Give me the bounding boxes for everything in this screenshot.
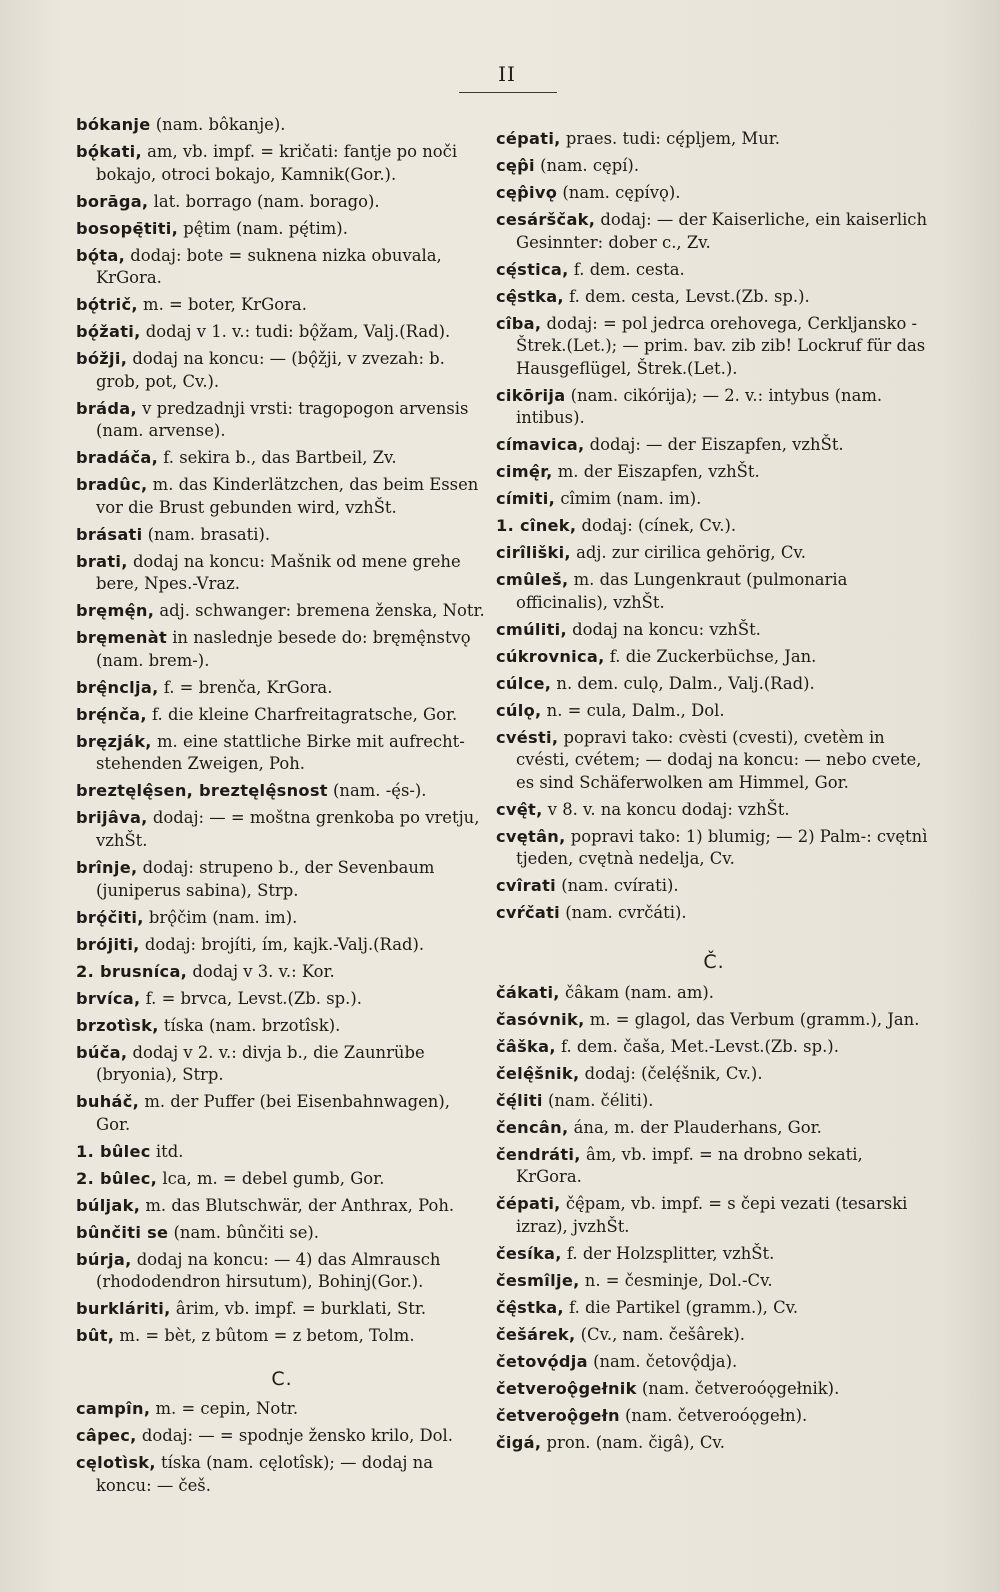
entry-headword: čencân, [496,1117,569,1137]
dictionary-entry [76,677,488,700]
entry-definition: čâkam (nam. am). [559,982,714,1002]
dictionary-entry [76,398,488,443]
entry-definition: dodaj na koncu: — (bǫ̂žji, v zvezah: b. grob, pot, Cv.). [96,349,445,391]
dictionary-entry [76,1195,488,1218]
dictionary-entry [76,245,488,290]
dictionary-entry [496,727,932,795]
entry-headword: câpec, [76,1426,137,1446]
entry-definition: m. der Eiszapfen, vzhŠt. [552,462,760,482]
entry-definition: f. sekira b., das Bartbeil, Zv. [158,448,397,468]
entry-definition: f. die Partikel (gramm.), Cv. [563,1297,799,1317]
entry-headword: búljak, [76,1195,141,1215]
entry-headword: bręzják, [76,731,152,751]
dictionary-entry [76,961,488,984]
left-entries [76,114,488,1348]
dictionary-entry [496,155,932,178]
left-column [76,114,488,1502]
entry-headword: campîn, [76,1399,151,1419]
entry-headword: brijâva, [76,808,148,828]
dictionary-entry [496,209,932,254]
entry-definition: tíska (nam. brzotîsk). [158,1015,341,1035]
entry-headword: brásati [76,524,143,544]
entry-definition: (nam. četveroóǫgełn). [619,1405,808,1425]
dictionary-entry [76,907,488,930]
entry-definition: tíska (nam. cęlotîsk); — dodaj na koncu: — češ. [96,1453,433,1495]
entry-definition: m. der Puffer (bei Eisenbahnwagen), Gor. [96,1092,450,1134]
entry-headword: cvîrati [496,876,556,896]
entry-headword: bradáča, [76,448,159,468]
entry-definition: f. = brvca, Levst.(Zb. sp.). [140,988,362,1008]
entry-definition: popravi tako: cvèsti (cvesti), cvetèm in cvésti, cvétem; — dodaj na koncu: — nebo cvete, es sind Schäferwolken am Himmel, Gor. [516,727,922,792]
section-heading-c-caron: Č. [703,951,725,973]
entry-headword: četveroǫ̂gełnik [496,1378,637,1398]
entry-definition: f. dem. cesta. [568,259,685,279]
entry-definition: dodaj na koncu: vzhŠt. [566,619,761,639]
entry-headword: búrja, [76,1249,132,1269]
dictionary-entry [76,1141,488,1164]
entry-headword: bǫ́kati, [76,141,142,161]
entry-headword: brójiti, [76,934,140,954]
entry-headword: cęp̂ivǫ [496,182,558,202]
entry-definition: n. = cula, Dalm., Dol. [541,700,725,720]
entry-headword: brati, [76,551,128,571]
dictionary-entry [76,447,488,470]
entry-headword: čigá, [496,1432,542,1452]
dictionary-entry [496,1270,932,1293]
dictionary-entry [496,313,932,381]
dictionary-entry [496,1432,932,1455]
entry-headword: čę̂stka, [496,1297,564,1317]
entry-headword: česmîlje, [496,1270,580,1290]
dictionary-entry [76,551,488,596]
dictionary-entry [496,1351,932,1374]
entry-headword: bǫ́trič, [76,295,138,315]
section-heading-c: C. [271,1367,293,1390]
dictionary-entry [76,857,488,902]
entry-headword: čę́liti [496,1090,543,1110]
entry-definition: dodaj: — der Eiszapfen, vzhŠt. [584,435,844,455]
left-entries-after [76,1398,488,1497]
entry-definition: ána, m. der Plauderhans, Gor. [568,1117,822,1137]
entry-headword: cirîliški, [496,543,571,563]
dictionary-entry [496,646,932,669]
entry-headword: cîba, [496,313,542,333]
dictionary-entry [496,1324,932,1347]
entry-definition: (nam. cvrčáti). [560,903,687,923]
entry-definition: v predzadnji vrsti: tragopogon arvensis (nam. arvense). [96,398,469,441]
dictionary-entry [496,1036,932,1059]
dictionary-entry [496,1090,932,1113]
dictionary-entry [76,141,488,186]
entry-definition: am, vb. impf. = kričati: fantje po noči bokajo, otroci bokajo, Kamnik(Gor.). [96,141,458,184]
entry-definition: f. die kleine Charfreitagratsche, Gor. [146,704,458,724]
entry-headword: cvŕčati [496,903,561,923]
entry-headword: cikōrija [496,385,566,405]
entry-headword: cimę̂r, [496,462,553,482]
entry-headword: cúlce, [496,673,552,693]
entry-headword: brvíca, [76,988,141,1008]
dictionary-entry [496,619,932,642]
entry-headword: cęp̂i [496,155,535,175]
entry-headword: bręmę̂n, [76,601,155,621]
entry-headword: češárek, [496,1324,576,1344]
entry-headword: bręmenàt [76,628,167,648]
entry-headword: bókanje [76,115,151,134]
dictionary-entry [496,488,932,511]
entry-headword: brînje, [76,858,138,878]
dictionary-entry [496,1063,932,1086]
entry-definition: dodaj: — der Kaiserliche, ein kaiserlich Gesinnter: dober c., Zv. [516,209,928,252]
entry-headword: čelę̂šnik, [496,1063,580,1083]
entry-headword: brzotìsk, [76,1015,159,1035]
entry-headword: borāga, [76,191,149,211]
dictionary-entry [496,1193,932,1238]
entry-definition: (nam. bôkanje). [150,115,286,134]
entry-definition: âm, vb. impf. = na drobno sekati, KrGora. [516,1144,863,1187]
entry-headword: breztęlę̂sen, breztęlę̂snost [76,781,328,801]
entry-definition: dodaj: brojíti, ím, kajk.-Valj.(Rad). [139,934,425,954]
entry-definition: dodaj na koncu: — 4) das Almrausch (rhododendron hirsutum), Bohinj(Gor.). [96,1249,441,1292]
dictionary-entry [76,348,488,393]
entry-definition: n. dem. culǫ, Dalm., Valj.(Rad). [551,673,815,693]
dictionary-entry [496,182,932,205]
entry-headword: bǫ́žati, [76,322,141,342]
dictionary-entry [496,259,932,282]
entry-definition: m. = boter, KrGora. [137,295,307,315]
entry-definition: cîmim (nam. im). [555,489,702,509]
dictionary-entry [496,385,932,430]
entry-definition: m. das Lungenkraut (pulmonaria officinalis), vzhŠt. [516,570,848,612]
dictionary-entry [496,569,932,614]
entry-definition: (nam. četveroóǫgełnik). [636,1378,840,1398]
dictionary-entry [76,704,488,727]
dictionary-entry [496,700,932,723]
entry-definition: (nam. bûnčiti se). [168,1222,320,1242]
entry-definition: lat. borrago (nam. borago). [148,191,380,211]
entry-definition: n. = česminje, Dol.-Cv. [579,1270,773,1290]
dictionary-entry [76,807,488,852]
entry-definition: dodaj: (cínek, Cv.). [576,516,737,536]
entry-headword: búča, [76,1042,128,1062]
dictionary-entry [496,1297,932,1320]
entry-definition: dodaj: = pol jedrca orehovega, Cerkljansko - Štrek.(Let.); — prim. bav. zib zib! Lockruf für das Hausgeflügel, Štrek.(Let.). [516,313,926,378]
entry-definition: m. = cepin, Notr. [150,1399,299,1419]
entry-definition: (Cv., nam. češârek). [575,1324,745,1344]
dictionary-entry [76,1222,488,1245]
entry-headword: bosopę̄titi, [76,218,179,238]
dictionary-entry [496,982,932,1005]
dictionary-entry [76,114,488,137]
entry-definition: adj. schwanger: bremena ženska, Notr. [154,601,485,621]
dictionary-entry [76,1425,488,1448]
dictionary-entry [496,461,932,484]
entry-definition: f. dem. cesta, Levst.(Zb. sp.). [563,286,810,306]
entry-headword: 2. brusníca, [76,961,188,981]
entry-definition: dodaj: — = spodnje žensko krilo, Dol. [136,1426,453,1446]
dictionary-entry [76,1298,488,1321]
entry-headword: bráda, [76,398,137,418]
entry-headword: cvę̂t, [496,799,543,819]
entry-definition: dodaj v 1. v.: tudi: bǫ̂žam, Valj.(Rad). [140,322,451,342]
entry-headword: bǫ́ta, [76,245,126,265]
dictionary-entry [76,1042,488,1087]
dictionary-entry [76,731,488,776]
dictionary-entry [76,321,488,344]
page-number: II [498,62,516,86]
dictionary-entry [496,826,932,871]
dictionary-entry [76,218,488,241]
dictionary-entry [496,875,932,898]
entry-definition: m. = bèt, z bûtom = z betom, Tolm. [114,1326,415,1346]
dictionary-entry [76,1452,488,1497]
right-entries-after [496,982,932,1455]
dictionary-entry [76,1398,488,1421]
dictionary-entry [496,1009,932,1032]
entry-definition: (nam. čéliti). [542,1090,654,1110]
entry-headword: četveroǫ̂gełn [496,1405,620,1425]
entry-definition: (nam. -ę́s-). [327,781,427,801]
dictionary-entry [76,524,488,547]
entry-headword: címavica, [496,435,585,455]
entry-definition: m. das Kinderlätzchen, das beim Essen vor die Brust gebunden wird, vzhŠt. [96,475,479,517]
entry-definition: (nam. četovǫ̂dja). [587,1351,738,1371]
dictionary-entry [496,542,932,565]
entry-headword: címiti, [496,489,556,509]
dictionary-entry [76,1091,488,1136]
entry-definition: pron. (nam. čigâ), Cv. [541,1432,725,1452]
entry-headword: česíka, [496,1243,562,1263]
entry-headword: 1. bûlec [76,1141,151,1161]
dictionary-entry [76,600,488,623]
entry-headword: časóvnik, [496,1009,585,1029]
entry-definition: (nam. cvírati). [556,876,679,896]
entry-definition: ârim, vb. impf. = burklati, Str. [170,1299,427,1319]
entry-definition: in naslednje besede do: bręmę̂nstvǫ (nam. brem-). [96,628,471,670]
entry-definition: v 8. v. na koncu dodaj: vzhŠt. [542,799,790,819]
dictionary-entry [76,1249,488,1294]
entry-headword: 2. bûlec, [76,1168,158,1188]
entry-headword: brę̂nclja, [76,677,159,697]
entry-headword: cmúliti, [496,619,567,639]
dictionary-entry [76,191,488,214]
dictionary-entry [496,1144,932,1189]
dictionary-entry [76,1168,488,1191]
entry-headword: cúlǫ, [496,700,542,720]
dictionary-entry [496,1378,932,1401]
entry-definition: m. das Blutschwär, der Anthrax, Poh. [140,1195,455,1215]
entry-headword: brǫ́čiti, [76,907,144,927]
entry-headword: bóžji, [76,349,128,369]
entry-definition: dodaj v 2. v.: divja b., die Zaunrübe (bryonia), Strp. [96,1042,425,1085]
entry-definition: pę̂tim (nam. pę́tim). [178,218,348,238]
dictionary-entry [496,434,932,457]
dictionary-entry [496,128,932,151]
entry-headword: cépati, [496,129,561,148]
entry-definition: dodaj na koncu: Mašnik od mene grehe bere, Npes.-Vraz. [96,551,461,594]
entry-headword: cę́stica, [496,259,569,279]
entry-definition: popravi tako: 1) blumig; — 2) Palm-: cvętnì tjeden, cvętnà nedelja, Cv. [516,826,928,869]
dictionary-entry [76,474,488,519]
entry-headword: čépati, [496,1194,561,1214]
dictionary-entry [496,673,932,696]
dictionary-entry [496,286,932,309]
entry-headword: buháč, [76,1092,140,1112]
entry-definition: m. = glagol, das Verbum (gramm.), Jan. [584,1009,920,1029]
dictionary-entry [76,1325,488,1348]
entry-definition: dodaj: bote = suknena nizka obuvala, KrGora. [96,245,442,288]
entry-definition: dodaj: strupeno b., der Sevenbaum (juniperus sabina), Strp. [96,858,435,900]
dictionary-entry [496,1117,932,1140]
dictionary-entry [76,627,488,672]
entry-definition: (nam. cępívǫ). [557,182,681,202]
dictionary-entry [496,902,932,925]
entry-headword: čâška, [496,1036,556,1056]
entry-definition: f. = brenča, KrGora. [158,677,333,697]
entry-headword: cmûleš, [496,570,569,590]
dictionary-entry [76,988,488,1011]
entry-definition: (nam. brasati). [142,524,271,544]
entry-headword: čendráti, [496,1144,581,1164]
entry-definition: čę̂pam, vb. impf. = s čepi vezati (tesarski izraz), jvzhŠt. [516,1194,908,1236]
entry-headword: bûnčiti se [76,1222,169,1242]
entry-definition: m. eine stattliche Birke mit aufrecht-stehenden Zweigen, Poh. [96,731,465,774]
entry-headword: čákati, [496,982,560,1002]
entry-definition: adj. zur cirilica gehörig, Cv. [570,543,806,563]
entry-headword: bradûc, [76,475,148,495]
dictionary-entry [76,294,488,317]
entry-headword: cúkrovnica, [496,646,605,666]
entry-headword: cęlotìsk, [76,1453,156,1473]
entry-headword: četovǫ́dja [496,1351,588,1371]
entry-headword: burkláriti, [76,1299,171,1319]
dictionary-entry [76,780,488,803]
dictionary-entry [76,934,488,957]
entry-headword: bût, [76,1326,115,1346]
entry-definition: f. der Holzsplitter, vzhŠt. [561,1243,775,1263]
right-column [496,128,932,1459]
entry-headword: cvésti, [496,727,559,747]
dictionary-entry [496,515,932,538]
dictionary-entry [76,1015,488,1038]
dictionary-entry [496,1243,932,1266]
entry-headword: cesárščak, [496,209,596,229]
entry-definition: (nam. cikórija); — 2. v.: intybus (nam. intibus). [516,385,883,428]
page-number-rule [459,92,557,93]
entry-definition: dodaj v 3. v.: Kor. [187,961,335,981]
entry-definition: dodaj: (čelę́šnik, Cv.). [579,1063,763,1083]
entry-definition: lca, m. = debel gumb, Gor. [157,1168,385,1188]
entry-headword: cę̂stka, [496,286,564,306]
entry-headword: 1. cînek, [496,516,577,536]
right-entries [496,128,932,925]
entry-definition: f. dem. čaša, Met.-Levst.(Zb. sp.). [555,1036,839,1056]
entry-definition: praes. tudi: cę́pljem, Mur. [560,129,781,148]
entry-headword: cvętân, [496,826,566,846]
entry-definition: brǫ̂čim (nam. im). [143,907,298,927]
entry-definition: f. die Zuckerbüchse, Jan. [604,646,817,666]
dictionary-entry [496,799,932,822]
entry-headword: brę́nča, [76,704,147,724]
entry-definition: dodaj: — = moštna grenkoba po vretju, vzhŠt. [96,808,480,851]
dictionary-entry [496,1405,932,1428]
entry-definition: itd. [150,1141,184,1161]
entry-definition: (nam. cępí). [534,155,640,175]
